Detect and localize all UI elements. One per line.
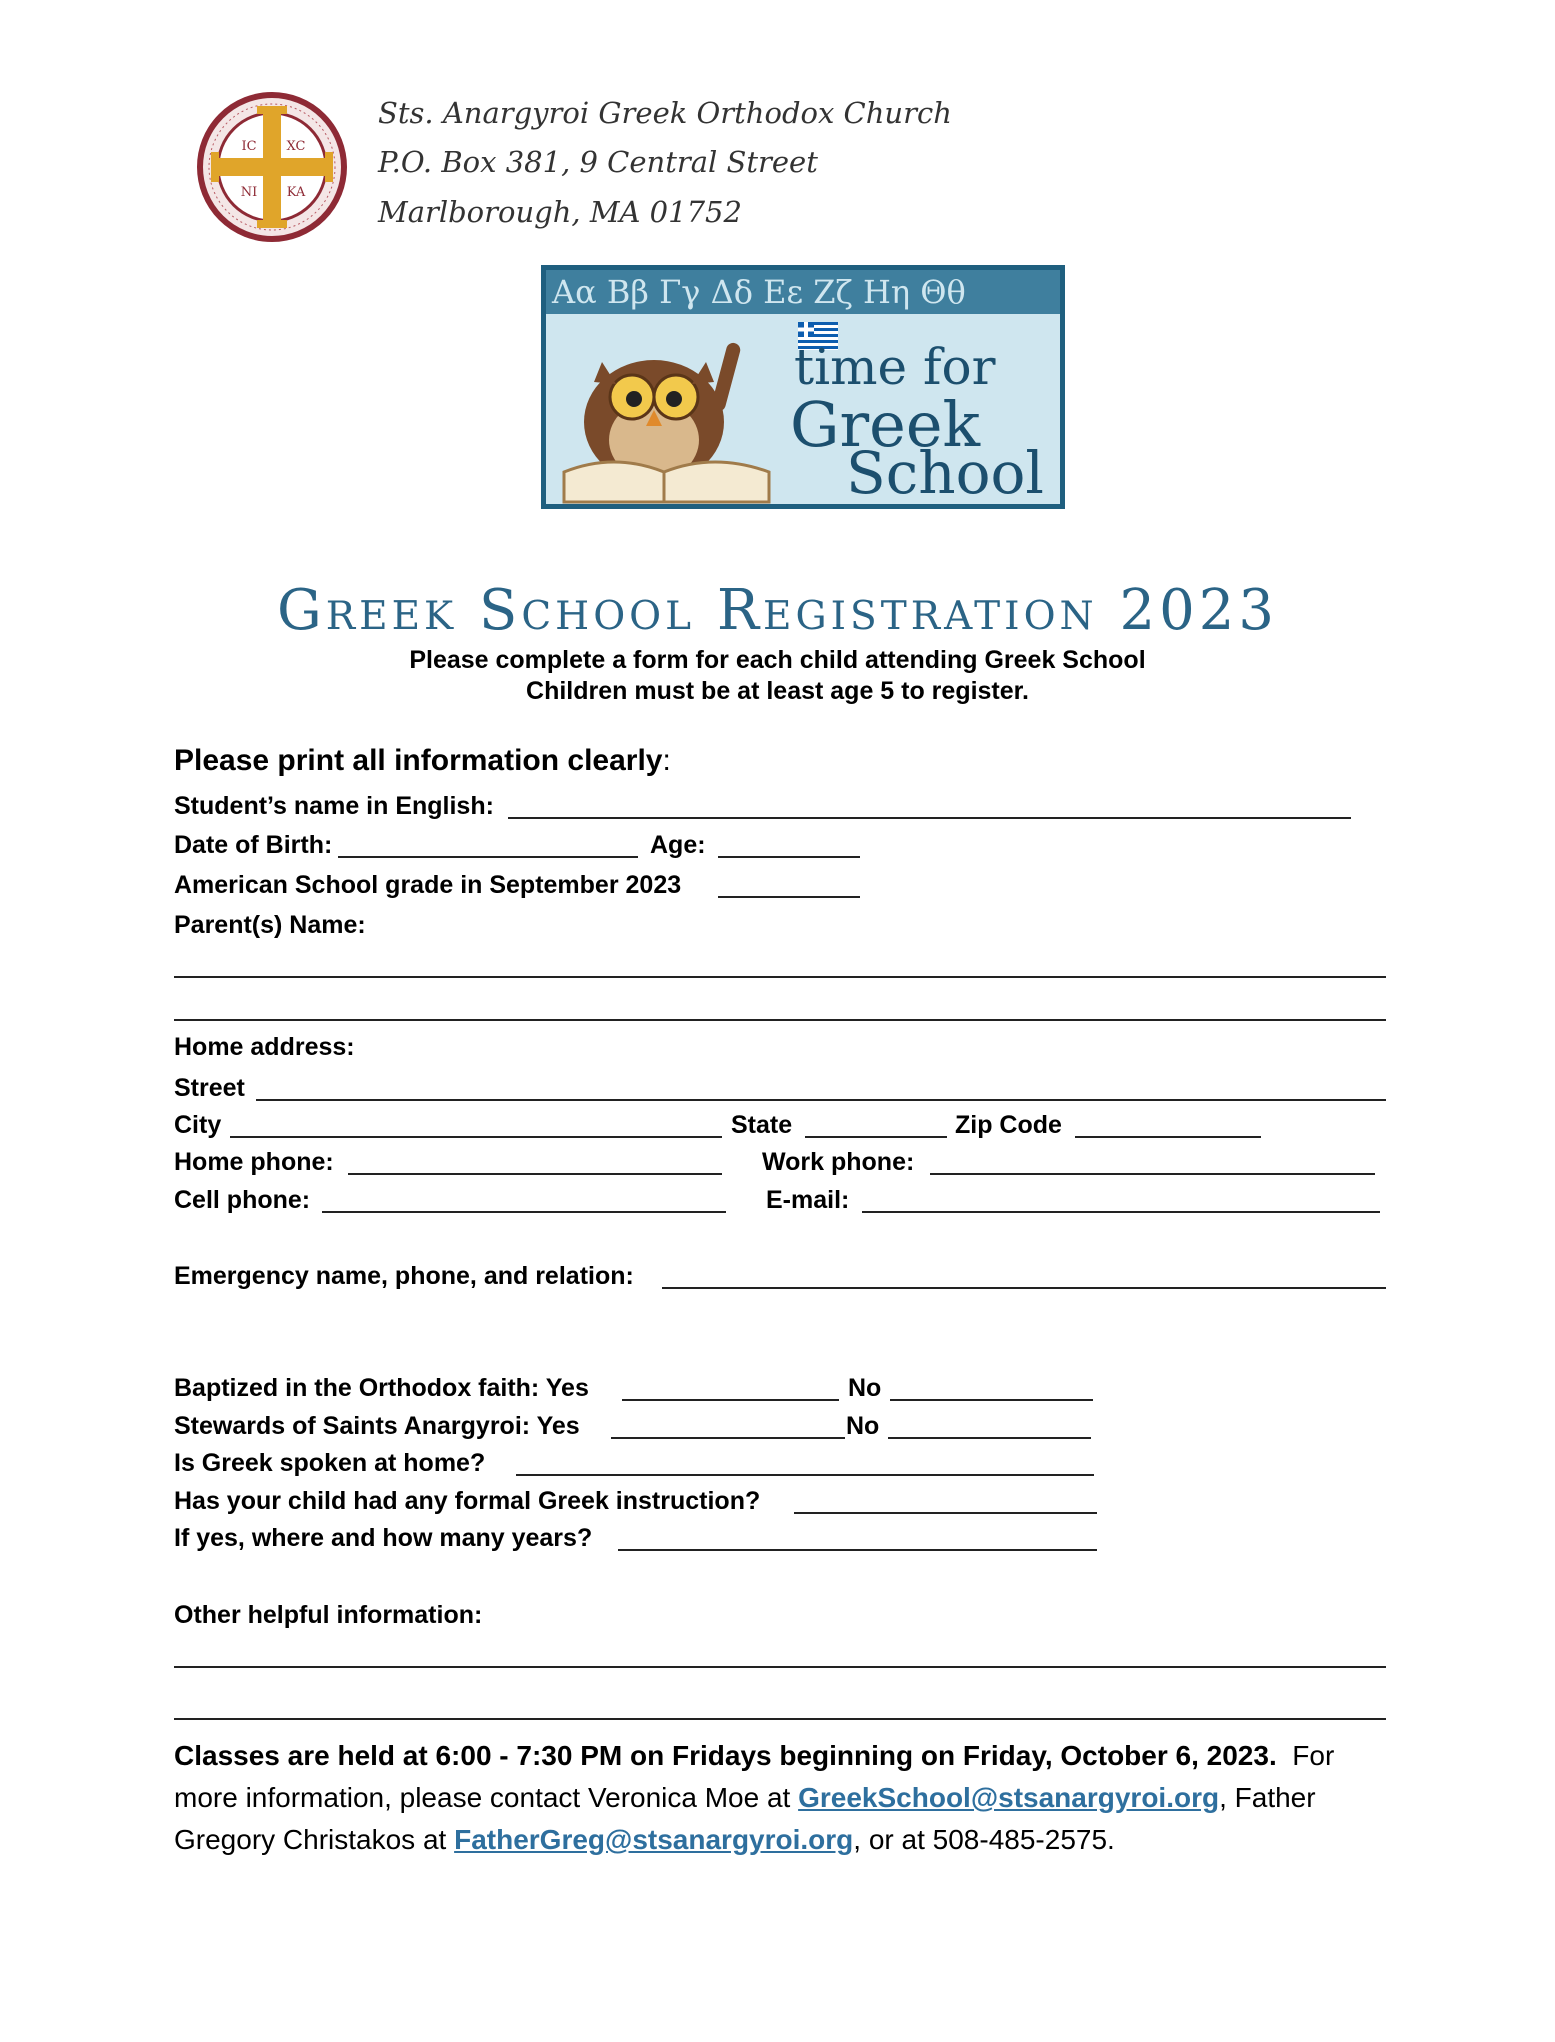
instructions-text: Please print all information clearly: [174, 744, 663, 777]
instructions-colon: :: [662, 744, 671, 777]
church-address: P.O. Box 381, 9 Central Street: [378, 145, 818, 179]
banner-line-greek: Greek: [790, 388, 981, 461]
street-label: Street: [174, 1074, 245, 1102]
church-city: Marlborough, MA 01752: [378, 195, 742, 229]
baptized-no-label: No: [848, 1374, 882, 1402]
parents-label: Parent(s) Name:: [174, 911, 366, 939]
formal-instruction-label: Has your child had any formal Greek instruction?: [174, 1487, 761, 1515]
dob-label: Date of Birth:: [174, 831, 333, 859]
emergency-line[interactable]: [662, 1287, 1386, 1289]
seal-letters-ic: IC: [241, 139, 257, 154]
city-line[interactable]: [230, 1136, 722, 1138]
banner-alphabet-strip: Αα Ββ Γγ Δδ Εε Ζζ Ηη Θθ: [546, 270, 1065, 314]
home-address-label: Home address:: [174, 1033, 355, 1061]
other-info-line-1[interactable]: [174, 1666, 1386, 1668]
banner-line-time-for: time for: [794, 338, 996, 396]
greekschool-email-link[interactable]: GreekSchool@stsanargyroi.org: [798, 1782, 1220, 1813]
page-title: Greek School Registration 2023: [277, 578, 1278, 643]
other-info-line-2[interactable]: [174, 1718, 1386, 1720]
home-phone-line[interactable]: [348, 1173, 722, 1175]
home-phone-label: Home phone:: [174, 1148, 334, 1176]
other-info-label: Other helpful information:: [174, 1601, 483, 1629]
parents-line-2[interactable]: [174, 1019, 1386, 1021]
seal-letters-ka: KA: [286, 185, 306, 200]
subtitle-line-1: Please complete a form for each child attending Greek School: [409, 646, 1146, 674]
where-line[interactable]: [618, 1549, 1097, 1551]
grade-label: American School grade in September 2023: [174, 871, 682, 899]
cell-phone-label: Cell phone:: [174, 1186, 311, 1214]
cell-phone-line[interactable]: [322, 1211, 726, 1213]
formal-instruction-line[interactable]: [794, 1512, 1097, 1514]
footer-text-1: For more information, please contact Veronica Moe at: [174, 1740, 1343, 1813]
state-line[interactable]: [805, 1136, 947, 1138]
instructions: [174, 744, 671, 778]
footer-text-2: , Father Gregory Christakos at: [174, 1782, 1316, 1855]
student-name-label: Student’s name in English:: [174, 792, 494, 820]
footer-text-3: , or at 508-485-2575.: [853, 1824, 1115, 1855]
grade-line[interactable]: [718, 896, 860, 898]
fathergreg-email-link[interactable]: FatherGreg@stsanargyroi.org: [454, 1824, 854, 1855]
work-phone-line[interactable]: [930, 1173, 1375, 1175]
church-seal-logo: [197, 92, 347, 242]
seal-letters-xc: XC: [286, 139, 306, 154]
city-label: City: [174, 1111, 222, 1139]
greek-home-line[interactable]: [516, 1474, 1094, 1476]
owl-illustration: [554, 322, 784, 507]
age-label: Age:: [650, 831, 706, 859]
where-label: If yes, where and how many years?: [174, 1524, 593, 1552]
work-phone-label: Work phone:: [762, 1148, 915, 1176]
zip-line[interactable]: [1075, 1136, 1261, 1138]
dob-line[interactable]: [338, 856, 638, 858]
email-label: E-mail:: [766, 1186, 850, 1214]
stewards-yes-line[interactable]: [611, 1437, 845, 1439]
banner-line-school: School: [846, 439, 1044, 507]
zip-label: Zip Code: [955, 1111, 1062, 1139]
street-line[interactable]: [256, 1099, 1386, 1101]
footer-paragraph: [174, 1735, 1389, 1861]
greek-school-banner: [541, 265, 1065, 509]
subtitle-line-2: Children must be at least age 5 to register.: [526, 677, 1029, 705]
footer-class-times: Classes are held at 6:00 - 7:30 PM on Fridays beginning on Friday, October 6, 2023.: [174, 1740, 1277, 1771]
emergency-label: Emergency name, phone, and relation:: [174, 1262, 634, 1290]
church-name: Sts. Anargyroi Greek Orthodox Church: [378, 96, 952, 130]
stewards-label: Stewards of Saints Anargyroi: Yes: [174, 1412, 580, 1440]
stewards-no-label: No: [846, 1412, 880, 1440]
parents-line-1[interactable]: [174, 976, 1386, 978]
stewards-no-line[interactable]: [888, 1437, 1091, 1439]
greek-home-label: Is Greek spoken at home?: [174, 1449, 486, 1477]
email-line[interactable]: [862, 1211, 1380, 1213]
baptized-label: Baptized in the Orthodox faith: Yes: [174, 1374, 589, 1402]
state-label: State: [731, 1111, 793, 1139]
baptized-no-line[interactable]: [890, 1399, 1093, 1401]
student-name-line[interactable]: [508, 817, 1351, 819]
seal-letters-ni: NI: [240, 185, 258, 200]
baptized-yes-line[interactable]: [622, 1399, 839, 1401]
age-line[interactable]: [718, 856, 860, 858]
